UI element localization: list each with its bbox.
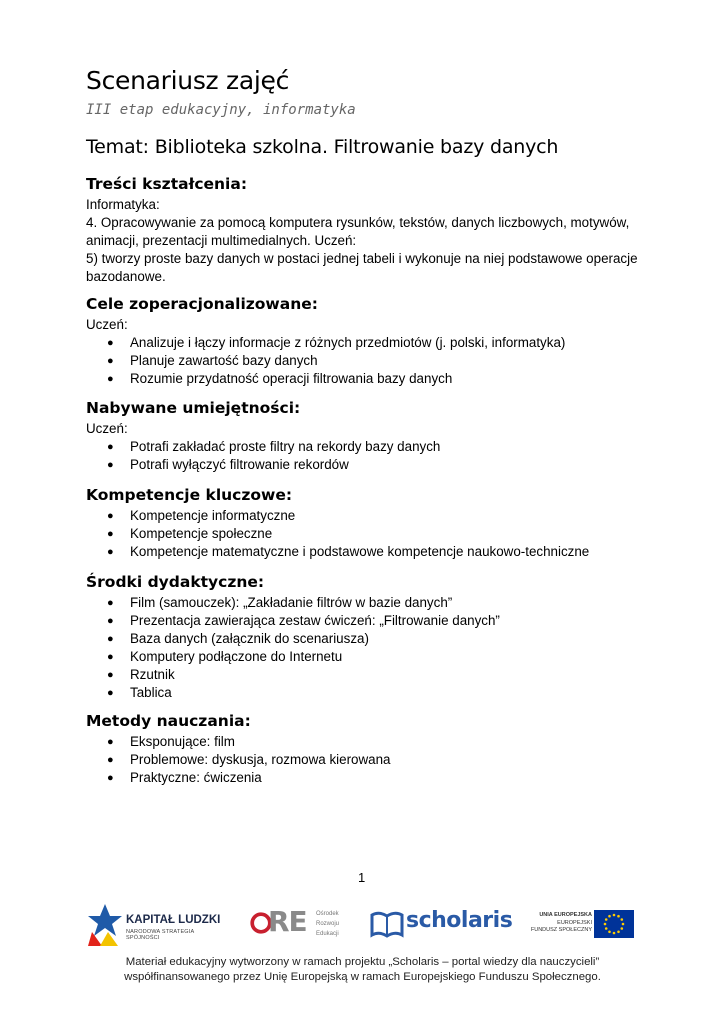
bullet-icon: ● — [107, 669, 114, 681]
page-title: Scenariusz zajęć — [86, 66, 290, 95]
paragraph-line: bazodanowe. — [86, 269, 166, 284]
ore-mark: RE — [268, 905, 307, 938]
list-item: ● Rozumie przydatność operacji filtrowania bazy danych — [107, 371, 453, 386]
logo-strip — [0, 900, 725, 950]
footer-line: Materiał edukacyjny wytworzony w ramach projektu „Scholaris – portal wiedzy dla nauczycieli” — [125, 956, 600, 968]
list-item: ● Problemowe: dyskusja, rozmowa kierowana — [107, 752, 391, 767]
ore-logo — [250, 900, 355, 948]
scholaris-name: scholaris — [406, 908, 513, 933]
list-item: ● Film (samouczek): „Zakładanie filtrów w bazie danych” — [107, 595, 453, 610]
footer-line: współfinansowanego przez Unię Europejską w ramach Europejskiego Funduszu Społecznego. — [124, 971, 601, 983]
section-srodki — [86, 572, 646, 702]
bullet-icon: ● — [107, 633, 114, 645]
list-item: ● Praktyczne: ćwiczenia — [107, 770, 262, 785]
bullet-icon: ● — [107, 337, 114, 349]
bullet-icon: ● — [107, 546, 114, 558]
eu-caption: UNIA EUROPEJSKA EUROPEJSKI FUNDUSZ SPOŁECZNY — [530, 912, 592, 933]
paragraph-line: animacji, prezentacji multimedialnych. Uczeń: — [86, 233, 357, 248]
bullet-icon: ● — [107, 373, 114, 385]
kapital-ludzki-sub: NARODOWA STRATEGIA SPÓJNOŚCI — [126, 929, 195, 941]
bullet-list — [86, 438, 646, 474]
kapital-ludzki-name: KAPITAŁ LUDZKI — [126, 914, 221, 926]
bullet-list — [86, 507, 646, 561]
paragraph-line: Informatyka: — [86, 197, 160, 212]
list-item: ● Komputery podłączone do Internetu — [107, 649, 343, 664]
bullet-icon: ● — [107, 754, 114, 766]
intro-text: Uczeń: — [86, 421, 128, 436]
list-item: ● Baza danych (załącznik do scenariusza) — [107, 631, 369, 646]
bullet-icon: ● — [107, 772, 114, 784]
list-item: ● Potrafi zakładać proste filtry na rekordy bazy danych — [107, 439, 441, 454]
eu-logo — [530, 900, 635, 948]
section-heading: Treści kształcenia: — [86, 175, 248, 193]
scholaris-logo — [370, 900, 513, 948]
list-item: ● Kompetencje matematyczne i podstawowe kompetencje naukowo-techniczne — [107, 544, 590, 559]
list-item: ● Tablica — [107, 685, 172, 700]
bullet-icon: ● — [107, 651, 114, 663]
section-heading: Metody nauczania: — [86, 712, 251, 730]
list-item: ● Potrafi wyłączyć filtrowanie rekordów — [107, 457, 349, 472]
section-cele — [86, 294, 646, 388]
section-tresci — [86, 174, 646, 286]
bullet-list — [86, 594, 646, 702]
section-heading: Środki dydaktyczne: — [86, 573, 265, 591]
list-item: ● Kompetencje informatyczne — [107, 508, 296, 523]
section-heading: Cele zoperacjonalizowane: — [86, 295, 318, 313]
list-item: ● Prezentacja zawierająca zestaw ćwiczeń: „Filtrowanie danych” — [107, 613, 500, 628]
section-heading: Kompetencje kluczowe: — [86, 486, 293, 504]
list-item: ● Eksponujące: film — [107, 734, 235, 749]
list-item: ● Analizuje i łączy informacje z różnych przedmiotów (j. polski, informatyka) — [107, 335, 566, 350]
paragraph-line: 5) tworzy proste bazy danych w postaci jednej tabeli i wykonuje na niej podstawowe operacje — [86, 251, 638, 266]
bullet-list — [86, 334, 646, 388]
page-subtitle: III etap edukacyjny, informatyka — [86, 102, 356, 118]
section-metody — [86, 711, 646, 787]
section-umiejetnosci — [86, 398, 646, 474]
bullet-icon: ● — [107, 615, 114, 627]
list-item: ● Kompetencje społeczne — [107, 526, 273, 541]
bullet-list — [86, 733, 646, 787]
bullet-icon: ● — [107, 736, 114, 748]
paragraph-line: 4. Opracowywanie za pomocą komputera rysunków, tekstów, danych liczbowych, motywów, — [86, 215, 630, 230]
section-heading: Nabywane umiejętności: — [86, 399, 301, 417]
kapital-ludzki-icon — [88, 902, 122, 946]
book-icon — [370, 911, 404, 939]
bullet-icon: ● — [107, 528, 114, 540]
bullet-icon: ● — [107, 510, 114, 522]
bullet-icon: ● — [107, 355, 114, 367]
ore-caption: Ośrodek Rozwoju Edukacji — [316, 911, 340, 937]
bullet-icon: ● — [107, 687, 114, 699]
section-kompetencje — [86, 485, 646, 561]
lesson-topic: Temat: Biblioteka szkolna. Filtrowanie bazy danych — [86, 136, 559, 158]
page-number: 1 — [358, 870, 366, 885]
eu-flag-icon — [594, 910, 634, 938]
kapital-ludzki-logo — [88, 900, 223, 948]
bullet-icon: ● — [107, 441, 114, 453]
intro-text: Uczeń: — [86, 317, 128, 332]
list-item: ● Rzutnik — [107, 667, 175, 682]
bullet-icon: ● — [107, 597, 114, 609]
list-item: ● Planuje zawartość bazy danych — [107, 353, 318, 368]
bullet-icon: ● — [107, 459, 114, 471]
footer-note — [0, 955, 725, 985]
